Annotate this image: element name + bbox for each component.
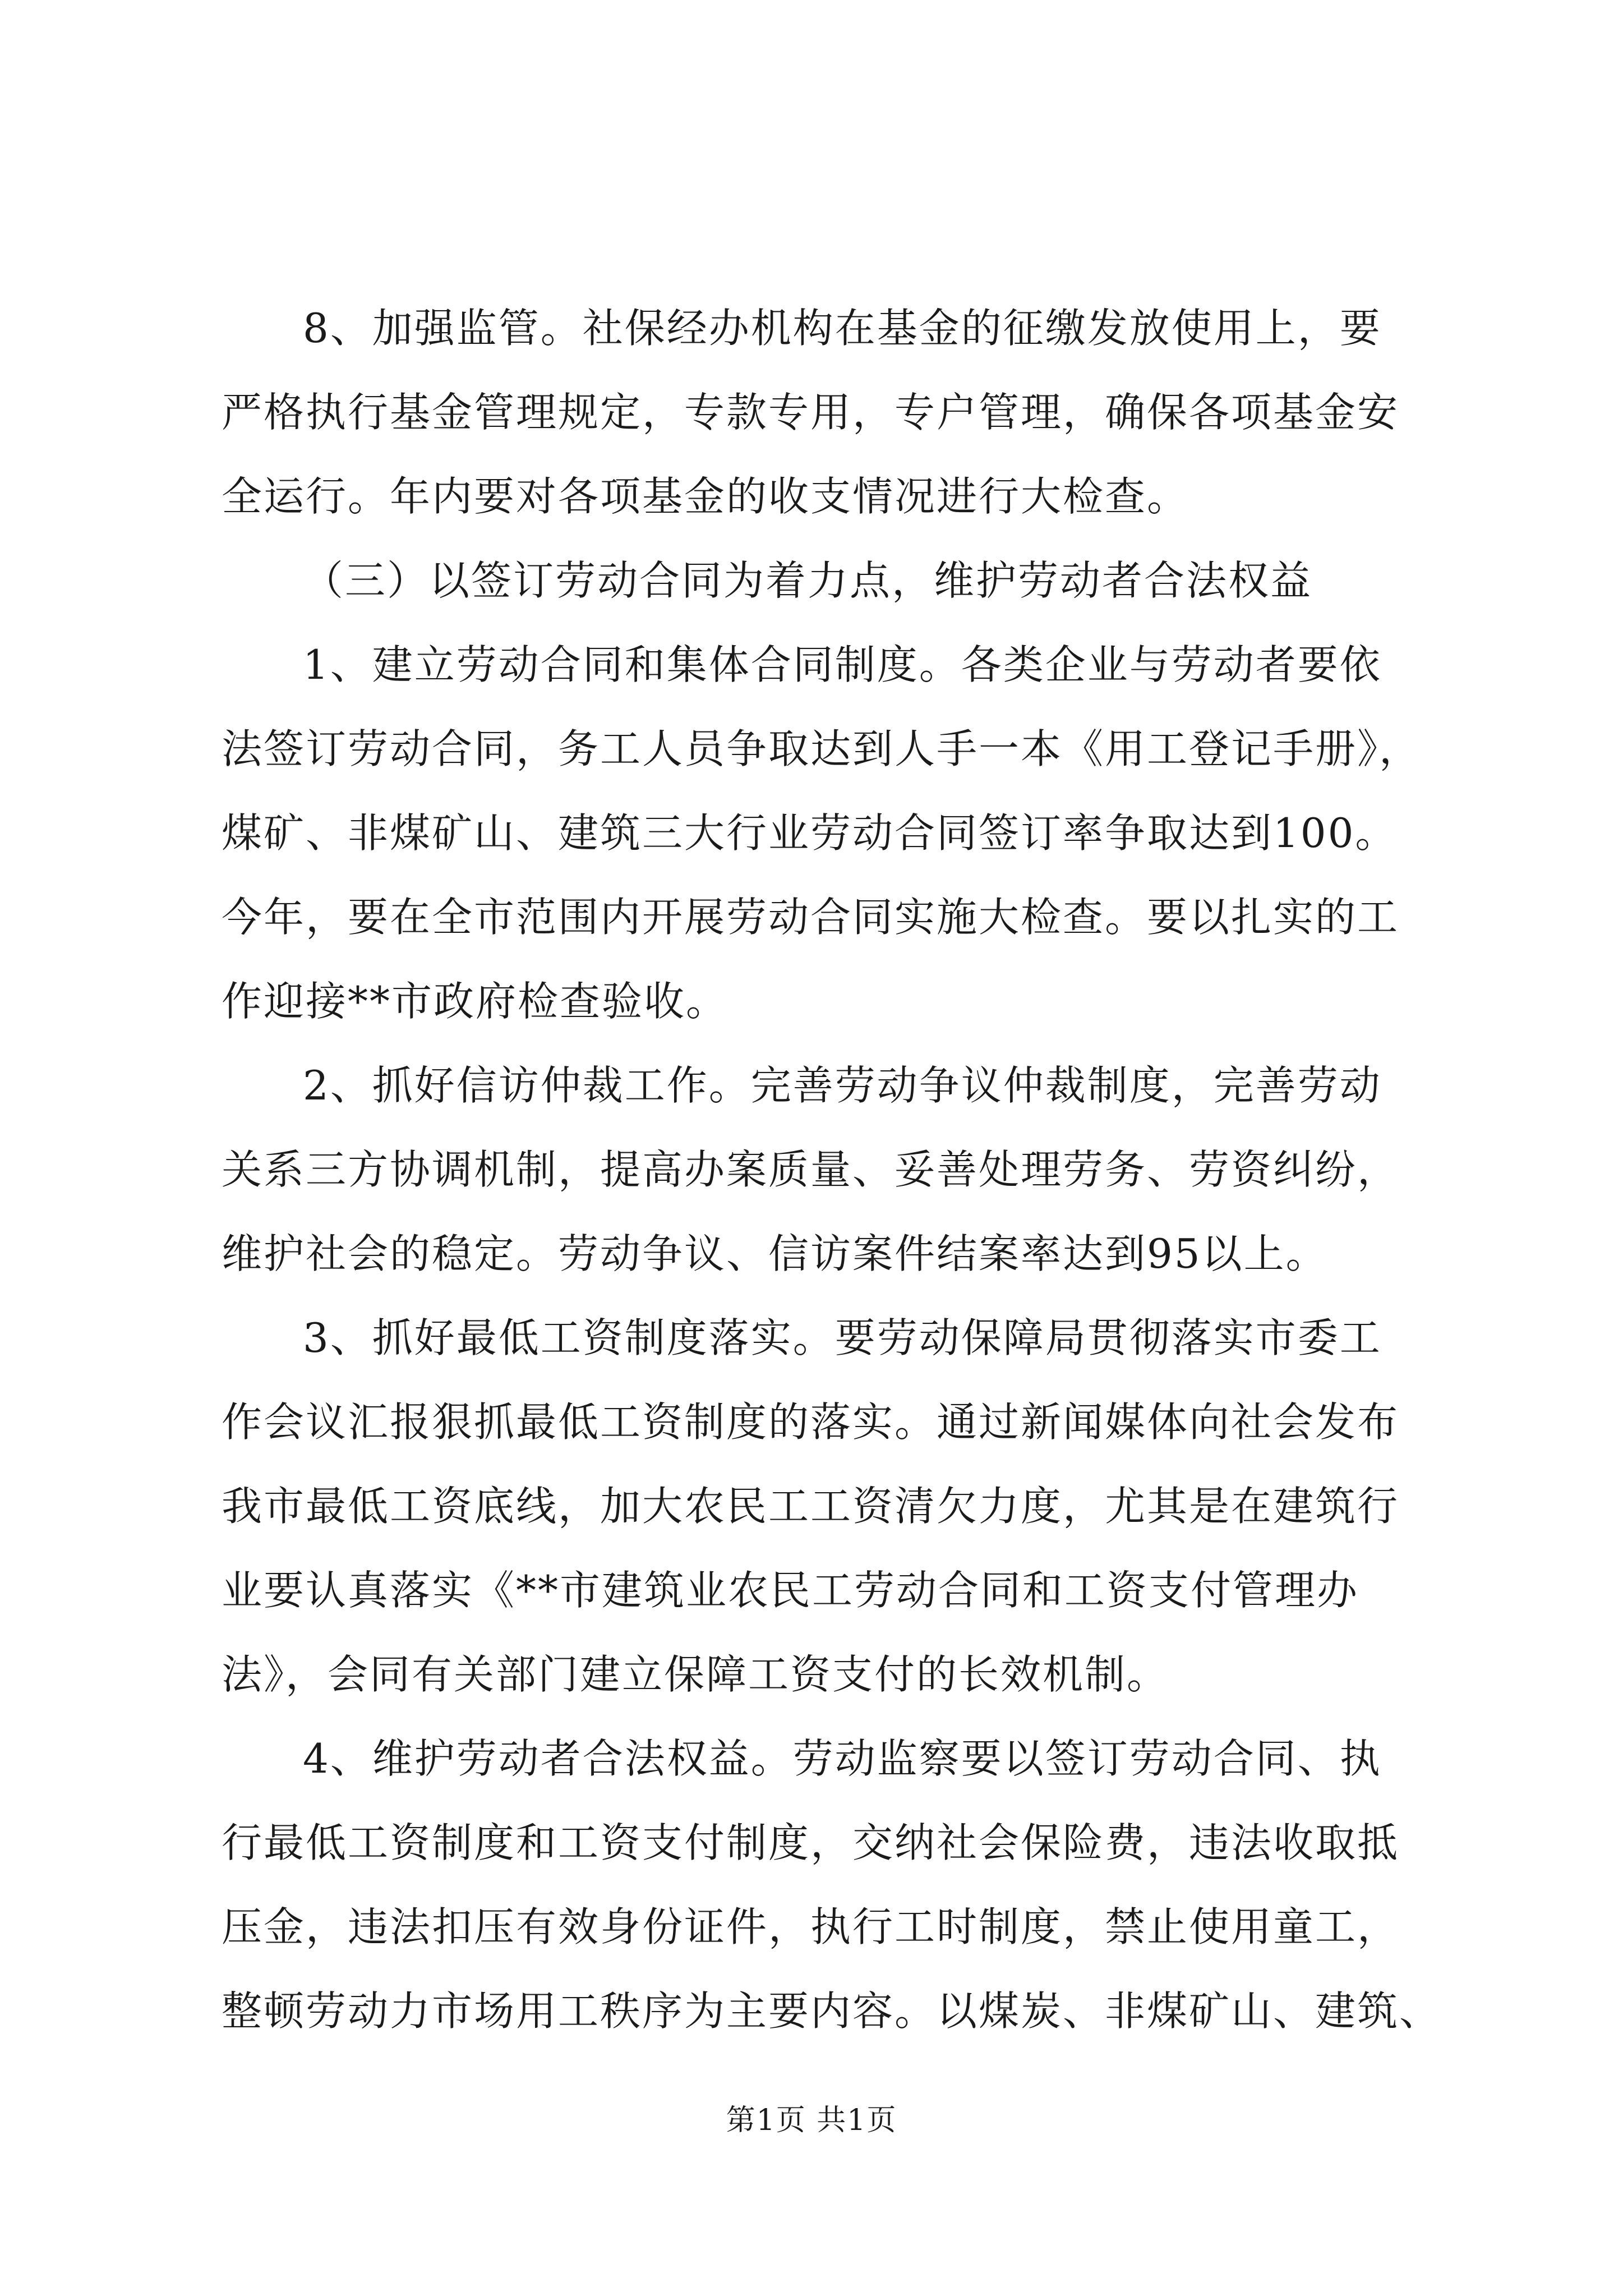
text-line: 今年，要在全市范围内开展劳动合同实施大检查。要以扎实的工 (222, 894, 1400, 941)
text-line: 8、加强监管。社保经办机构在基金的征缴发放使用上，要 (303, 305, 1382, 352)
text-line: 整顿劳动力市场用工秩序为主要内容。以煤炭、非煤矿山、建筑、 (222, 1987, 1442, 2035)
page-footer: 第1页 共1页 (726, 2104, 897, 2137)
section-heading: （三）以签订劳动合同为着力点，维护劳动者合法权益 (303, 557, 1313, 604)
text-line: 维护社会的稳定。劳动争议、信访案件结案率达到95以上。 (222, 1230, 1328, 1277)
text-line: 我市最低工资底线，加大农民工工资清欠力度，尤其是在建筑行 (222, 1483, 1400, 1530)
text-line: 行最低工资制度和工资支付制度，交纳社会保险费，违法收取抵 (222, 1819, 1400, 1866)
text-line: 法签订劳动合同，务工人员争取达到人手一本《用工登记手册》， (222, 725, 1422, 772)
text-line: 压金，违法扣压有效身份证件，执行工时制度，禁止使用童工， (222, 1903, 1400, 1950)
text-line: 作迎接**市政府检查验收。 (222, 978, 728, 1025)
text-line: 4、维护劳动者合法权益。劳动监察要以签订劳动合同、执 (303, 1735, 1382, 1782)
text-line: 3、抓好最低工资制度落实。要劳动保障局贯彻落实市委工 (303, 1314, 1382, 1361)
text-line: 严格执行基金管理规定，专款专用，专户管理，确保各项基金安 (222, 389, 1400, 436)
text-line: 2、抓好信访仲裁工作。完善劳动争议仲裁制度，完善劳动 (303, 1062, 1382, 1109)
text-line: 全运行。年内要对各项基金的收支情况进行大检查。 (222, 473, 1189, 520)
text-line: 1、建立劳动合同和集体合同制度。各类企业与劳动者要依 (303, 641, 1382, 688)
text-line: 业要认真落实《**市建筑业农民工劳动合同和工资支付管理办 (222, 1567, 1359, 1614)
text-line: 关系三方协调机制，提高办案质量、妥善处理劳务、劳资纠纷， (222, 1146, 1400, 1193)
text-line: 作会议汇报狠抓最低工资制度的落实。通过新闻媒体向社会发布 (222, 1398, 1400, 1446)
text-line: 法》，会同有关部门建立保障工资支付的长效机制。 (222, 1651, 1169, 1698)
text-line: 煤矿、非煤矿山、建筑三大行业劳动合同签订率争取达到100。 (222, 809, 1398, 857)
